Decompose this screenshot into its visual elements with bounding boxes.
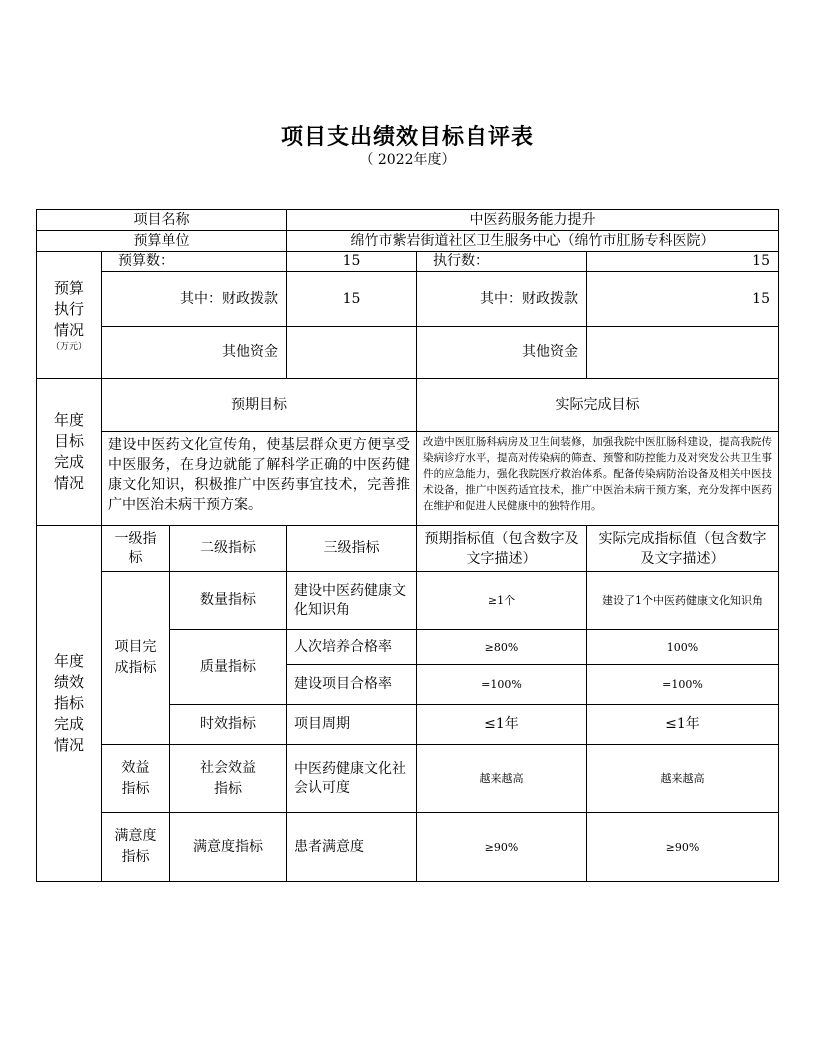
header-level1 bbox=[102, 526, 169, 571]
indicator-actual: ≤1年 bbox=[665, 716, 700, 732]
indicator-expected: =100% bbox=[481, 678, 522, 691]
indicator-actual: 建设了1个中医药健康文化知识角 bbox=[602, 594, 763, 607]
budget-amount-value: 15 bbox=[342, 253, 361, 269]
project-name-label: 项目名称 bbox=[133, 211, 190, 228]
indicator-l2: 质量指标 bbox=[200, 658, 256, 675]
header-expected-text: 预期指标值（包含数字及文字描述） bbox=[424, 530, 579, 567]
indicator-l2-text: 社会效益指标 bbox=[200, 759, 256, 797]
indicator-expected: 越来越高 bbox=[479, 772, 524, 785]
indicator-l3: 建设中医药健康文化知识角 bbox=[294, 582, 406, 618]
table-border-bottom bbox=[36, 881, 779, 882]
header-level2: 二级指标 bbox=[200, 540, 256, 556]
indicator-expected: ≥1个 bbox=[487, 594, 516, 607]
indicator-actual: 100% bbox=[666, 640, 699, 654]
fiscal-budget-label: 其中：财政拨款 bbox=[180, 290, 278, 307]
indicator-l2: 满意度指标 bbox=[193, 838, 263, 855]
indicator-l3: 建设项目合格率 bbox=[294, 676, 392, 692]
indicator-l2: 时效指标 bbox=[200, 716, 256, 732]
page-subtitle: （ 2022年度） bbox=[359, 152, 456, 168]
other-funds-label: 其他资金 bbox=[222, 344, 278, 360]
goal-section-label bbox=[37, 379, 101, 525]
indicator-expected: ≤1年 bbox=[484, 716, 519, 732]
budget-section-title: 预算执行情况 bbox=[54, 278, 85, 339]
indicator-section-title: 年度绩效指标完成情况 bbox=[54, 652, 85, 754]
fiscal-budget-value: 15 bbox=[342, 290, 361, 307]
header-actual-text: 实际完成指标值（包含数字及文字描述） bbox=[598, 530, 767, 567]
group-benefit bbox=[102, 745, 169, 812]
indicator-l3: 患者满意度 bbox=[294, 838, 364, 855]
table-border-right bbox=[778, 209, 779, 882]
fiscal-exec-value: 15 bbox=[752, 290, 770, 307]
indicator-l2 bbox=[170, 745, 286, 812]
expected-goal-header: 预期目标 bbox=[231, 396, 287, 413]
actual-goal-header: 实际完成目标 bbox=[555, 396, 640, 413]
budget-amount-label: 预算数： bbox=[118, 253, 174, 269]
group-project-completion bbox=[102, 572, 169, 744]
other-funds-value bbox=[287, 327, 416, 378]
indicator-actual: 越来越高 bbox=[660, 772, 705, 785]
header-expected bbox=[417, 526, 586, 571]
group-satisfaction bbox=[102, 813, 169, 881]
group-satisfaction-text: 满意度指标 bbox=[114, 828, 157, 865]
indicator-section-label bbox=[37, 526, 101, 881]
fiscal-exec-label: 其中：财政拨款 bbox=[480, 290, 578, 307]
actual-goal-text: 改造中医肛肠科病房及卫生间装修，加强我院中医肛肠科建设，提高我院传染病诊疗水平，提高对传染病的筛查、预警和防控能力及对突发公共卫生事件的应急能力，强化我院医疗救治体系。配备传染病防治设备及相关中医技术设备，推广中医药适宜技术，推广中医治未病干预方案，充分发挥中医药在维护和促进人民健康中的独特作用。 bbox=[423, 436, 772, 512]
goal-section-title: 年度目标完成情况 bbox=[54, 411, 85, 492]
budget-section-label bbox=[37, 252, 101, 378]
group-benefit-text: 效益指标 bbox=[121, 759, 150, 797]
indicator-l3: 项目周期 bbox=[294, 716, 350, 732]
indicator-expected: ≥90% bbox=[484, 840, 519, 854]
exec-amount-label: 执行数： bbox=[433, 253, 489, 269]
project-name-value: 中医药服务能力提升 bbox=[469, 211, 596, 228]
indicator-l3: 人次培养合格率 bbox=[294, 638, 392, 655]
other-exec-value bbox=[587, 327, 778, 378]
budget-unit-value: 绵竹市紫岩街道社区卫生服务中心（绵竹市肛肠专科医院） bbox=[350, 232, 715, 249]
indicator-actual: ≥90% bbox=[665, 840, 700, 854]
indicator-l3: 中医药健康文化社会认可度 bbox=[294, 760, 406, 796]
indicator-l2: 数量指标 bbox=[200, 592, 256, 608]
header-level3: 三级指标 bbox=[323, 540, 380, 556]
expected-goal-text: 建设中医药文化宣传角，使基层群众更方便享受中医服务，在身边就能了解科学正确的中医药健康文化知识，积极推广中医药事宜技术，完善推广中医治未病干预方案。 bbox=[108, 437, 410, 513]
header-actual bbox=[587, 526, 778, 571]
budget-unit-note: （万元） bbox=[50, 341, 87, 352]
exec-amount-value: 15 bbox=[752, 253, 770, 269]
indicator-expected: ≥80% bbox=[484, 640, 519, 654]
budget-unit-label: 预算单位 bbox=[133, 232, 190, 249]
indicator-actual: =100% bbox=[662, 678, 703, 691]
other-exec-label: 其他资金 bbox=[522, 344, 578, 360]
page-title: 项目支出绩效目标自评表 bbox=[280, 125, 534, 150]
group-project-completion-text: 项目完成指标 bbox=[114, 639, 157, 676]
header-level1-text: 一级指标 bbox=[114, 530, 157, 566]
